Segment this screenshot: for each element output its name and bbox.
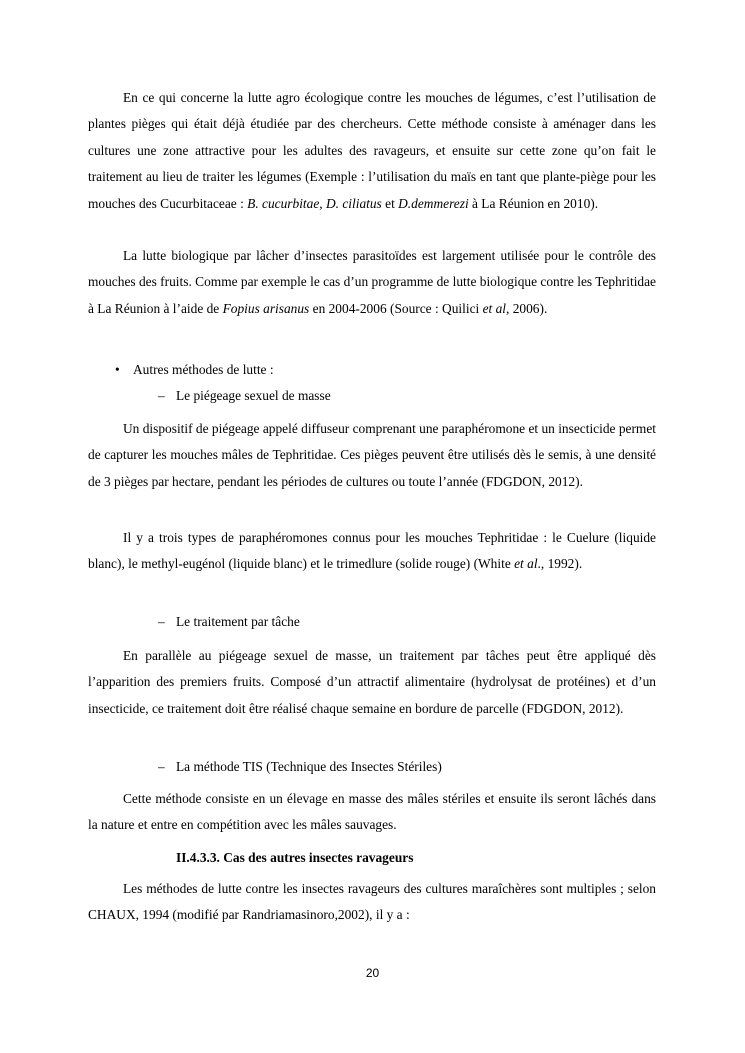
dash-item-piegeage xyxy=(158,383,331,409)
paragraph-lutte-biologique xyxy=(88,243,656,322)
section-heading: II.4.3.3. Cas des autres insectes ravageurs xyxy=(176,850,414,865)
text: ., 1992). xyxy=(537,556,583,572)
bullet-icon: • xyxy=(115,362,120,377)
citation-etal: et al, xyxy=(482,300,510,316)
dash-icon: – xyxy=(158,759,165,774)
dash-item-tis xyxy=(158,754,442,780)
dash-item-traitement xyxy=(158,609,300,635)
page-number: 20 xyxy=(365,966,380,980)
species-name: B. cucurbitae, D. ciliatus xyxy=(247,195,382,211)
paragraph-autres-insectes: Les méthodes de lutte contre les insectes ravageurs des cultures maraîchères sont multiples ; selon CHAUX, 1994 (modifié par Randriamasinoro,2002), il y a : xyxy=(88,881,656,923)
species-name: Fopius arisanus xyxy=(222,300,310,316)
bullet-item-autres-methodes xyxy=(115,357,274,383)
text: Il y a trois types de paraphéromones connus pour les mouches Tephritidae : le Cuelure (liquide blanc), le methyl-eugénol (liquide blanc) et le trimedlure (solide rouge) (White xyxy=(88,530,656,572)
paragraph-traitement-taches: En parallèle au piégeage sexuel de masse, un traitement par tâches peut être appliqué dès l’apparition des premiers fruits. Composé d’un attractif alimentaire (hydrolysat de protéines) et d’un insecticide, ce traitement doit être réalisé chaque semaine en bordure de parcelle (FDGDON, 2012). xyxy=(88,648,656,716)
dash-text: Le piégeage sexuel de masse xyxy=(176,388,331,403)
dash-text: Le traitement par tâche xyxy=(176,614,300,629)
bullet-text: Autres méthodes de lutte : xyxy=(133,362,274,377)
species-name: D.demmerezi xyxy=(398,195,469,211)
dash-text: La méthode TIS (Technique des Insectes Stériles) xyxy=(176,759,442,774)
text: 2006). xyxy=(509,300,548,316)
text: à La Réunion en 2010). xyxy=(468,195,599,211)
text: en 2004-2006 (Source : Quilici xyxy=(309,300,483,316)
paragraph-parapheromones xyxy=(88,525,656,578)
dash-icon: – xyxy=(158,614,165,629)
citation-etal: et al xyxy=(514,556,538,572)
dash-icon: – xyxy=(158,388,165,403)
paragraph-plantes-pieges xyxy=(88,85,656,217)
text: et xyxy=(381,195,399,211)
paragraph-tis: Cette méthode consiste en un élevage en masse des mâles stériles et ensuite ils seront lâchés dans la nature et entre en compétition avec les mâles sauvages. xyxy=(88,791,656,833)
text: La lutte biologique par lâcher d’insectes parasitoïdes est largement utilisée pour le contrôle des mouches des fruits. Comme par exemple le cas d’un programme de lutte biologique contre les Tephritidae à La Réunion à l’aide de xyxy=(88,248,656,316)
text: En ce qui concerne la lutte agro écologique contre les mouches de légumes, c’est l’utilisation de plantes pièges qui était déjà étudiée par des chercheurs. Cette méthode consiste à aménager dans les cultures une zone attractive pour les adultes des ravageurs, et ensuite sur cette zone qu’on fait le traitement au lieu de traiter les légumes (Exemple : l’utilisation du maïs en tant que plante-piège pour les mouches des Cucurbitaceae : xyxy=(88,90,656,211)
paragraph-dispositif: Un dispositif de piégeage appelé diffuseur comprenant une paraphéromone et un insecticide permet de capturer les mouches mâles de Tephritidae. Ces pièges peuvent être utilisés dès le semis, à une densité de 3 pièges par hectare, pendant les périodes de cultures ou toute l’année (FDGDON, 2012). xyxy=(88,421,656,489)
